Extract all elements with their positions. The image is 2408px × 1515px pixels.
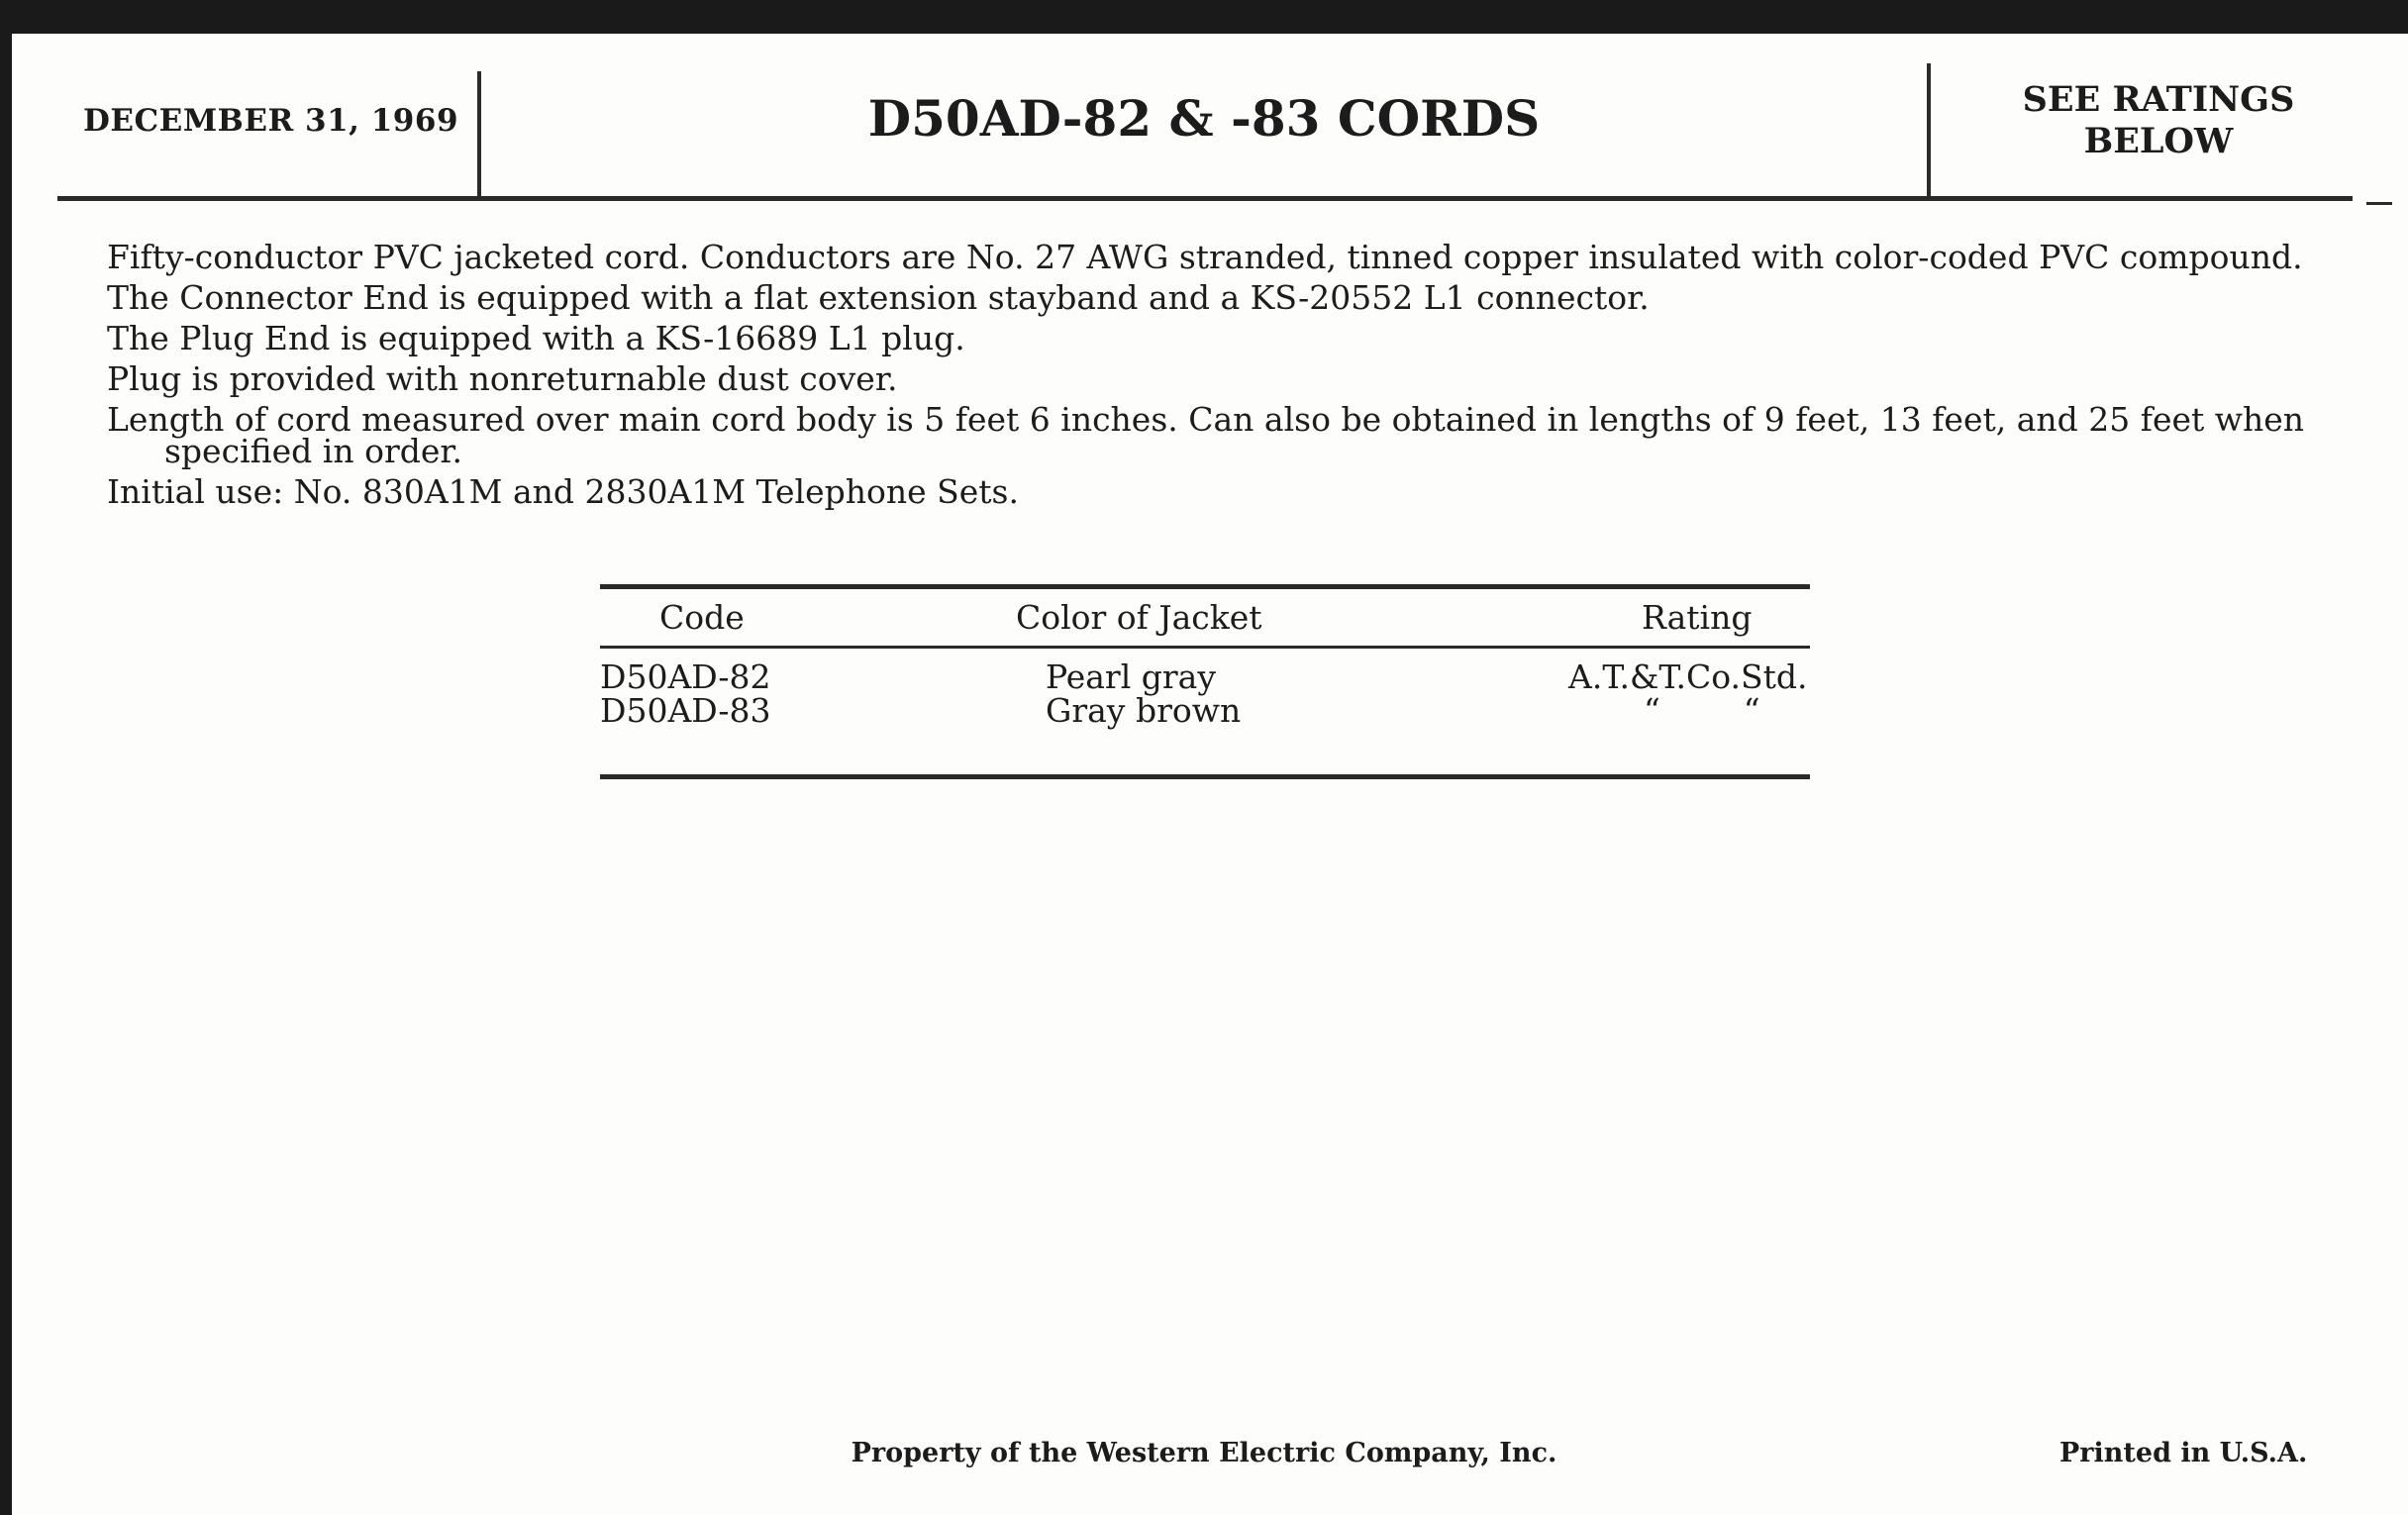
document-card — [12, 34, 2408, 1515]
paragraph-length: Length of cord measured over main cord body is 5 feet 6 inches. Can also be obtained in lengths of 9 feet, 13 feet, and 25 feet when specified in order. — [107, 400, 2305, 470]
footer-printed: Printed in U.S.A. — [2059, 1438, 2308, 1468]
table-header-rule — [600, 646, 1810, 649]
table-top-rule — [600, 584, 1810, 589]
column-header-code: Code — [659, 598, 745, 637]
paragraph-dust-cover: Plug is provided with nonreturnable dust cover. — [107, 359, 898, 398]
paragraph-plug-end: The Plug End is equipped with a KS-16689 L1 plug. — [107, 319, 965, 357]
paragraph-connector-end: The Connector End is equipped with a flat extension stayband and a KS-20552 L1 connector. — [107, 278, 1650, 317]
description-text — [107, 238, 2325, 517]
header-rule-tail — [2366, 202, 2392, 205]
page-title: D50AD-82 & -83 CORDS — [867, 89, 1541, 148]
ratings-note-line2: BELOW — [2083, 121, 2234, 161]
ratings-note-line1: SEE RATINGS — [2022, 79, 2295, 120]
issue-date: DECEMBER 31, 1969 — [83, 103, 459, 139]
row-2-color: Gray brown — [1046, 691, 1242, 730]
column-header-rating: Rating — [1642, 598, 1753, 637]
header-rule — [57, 196, 2353, 201]
paragraph-initial-use: Initial use: No. 830A1M and 2830A1M Telephone Sets. — [107, 472, 1019, 511]
table-bottom-rule — [600, 774, 1810, 779]
row-1-code: D50AD-82 — [600, 657, 771, 696]
row-2-code: D50AD-83 — [600, 691, 771, 730]
row-1-color: Pearl gray — [1046, 657, 1216, 696]
row-1-rating: A.T.&T.Co.Std. — [1568, 657, 1808, 696]
footer-property: Property of the Western Electric Company, Inc. — [851, 1438, 1557, 1468]
column-header-color: Color of Jacket — [1016, 598, 1262, 637]
row-2-rating-ditto: “ “ — [1644, 691, 1760, 730]
ratings-note — [1931, 79, 2386, 162]
paragraph-conductors: Fifty-conductor PVC jacketed cord. Conductors are No. 27 AWG stranded, tinned copper insulated with color-coded PVC compound. — [107, 238, 2303, 276]
